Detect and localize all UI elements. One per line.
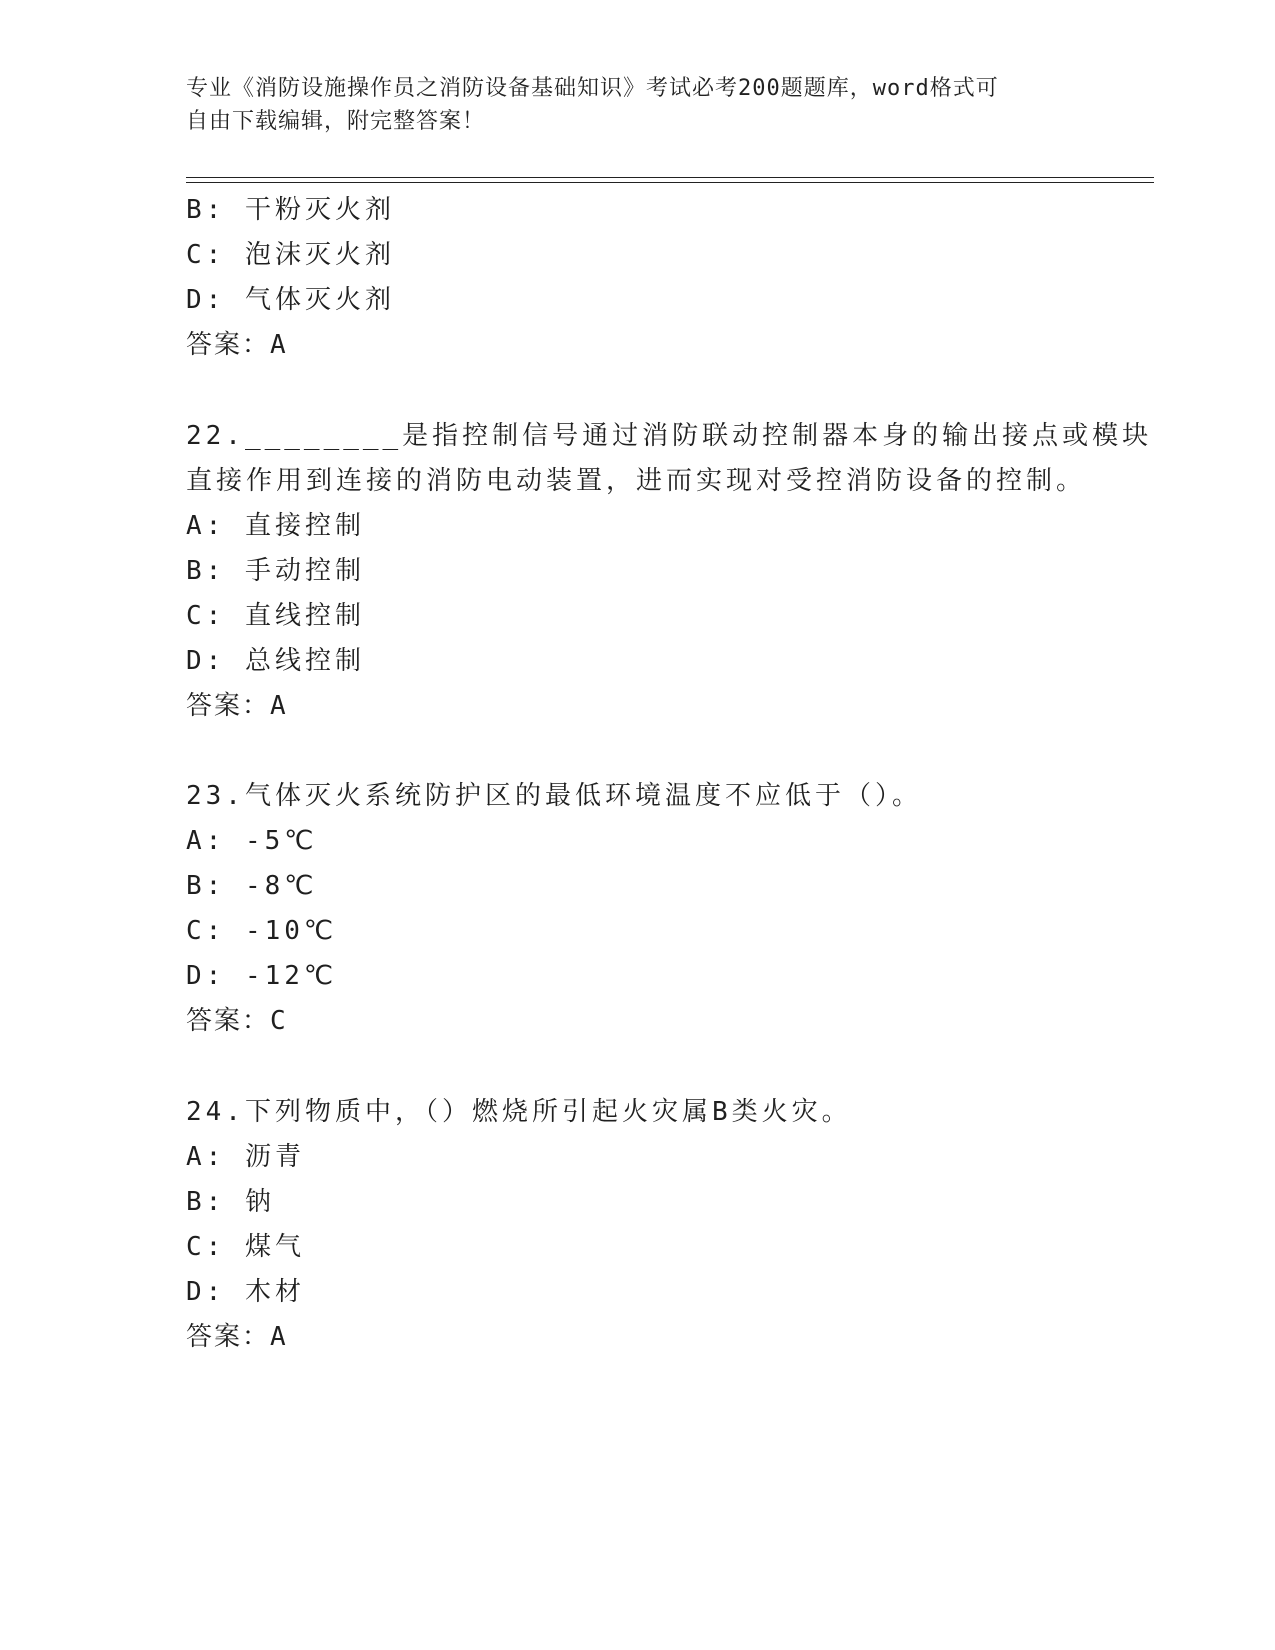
question-22-option-d: D: 总线控制 bbox=[186, 646, 365, 676]
option-b: B: 干粉灭火剂 bbox=[186, 195, 395, 225]
option-d: D: 气体灭火剂 bbox=[186, 285, 395, 315]
question-23-option-c: C: -10℃ bbox=[186, 916, 338, 946]
question-23-option-b: B: -8℃ bbox=[186, 871, 318, 901]
question-22-option-b: B: 手动控制 bbox=[186, 556, 365, 586]
header-title-line-2: 自由下载编辑，附完整答案！ bbox=[186, 109, 486, 134]
question-23-option-a: A: -5℃ bbox=[186, 826, 318, 856]
question-22-option-a: A: 直接控制 bbox=[186, 511, 365, 541]
question-22-option-c: C: 直线控制 bbox=[186, 601, 365, 631]
question-24-option-d: D: 木材 bbox=[186, 1277, 305, 1307]
question-22-answer: 答案：A bbox=[186, 691, 288, 721]
question-24-option-a: A: 沥青 bbox=[186, 1142, 305, 1172]
question-24-option-c: C: 煤气 bbox=[186, 1232, 305, 1262]
answer-line: 答案：A bbox=[186, 330, 288, 360]
option-c: C: 泡沫灭火剂 bbox=[186, 240, 395, 270]
question-22-stem-line-2: 直接作用到连接的消防电动装置，进而实现对受控消防设备的控制。 bbox=[186, 466, 1087, 496]
question-23-option-d: D: -12℃ bbox=[186, 961, 338, 991]
question-24-answer: 答案：A bbox=[186, 1322, 288, 1352]
question-23-stem: 23.气体灭火系统防护区的最低环境温度不应低于（）。 bbox=[186, 781, 922, 811]
question-23-answer: 答案：C bbox=[186, 1006, 288, 1036]
header-title-line-1: 专业《消防设施操作员之消防设备基础知识》考试必考200题题库，word格式可 bbox=[186, 76, 999, 101]
header-divider-top bbox=[186, 177, 1154, 178]
question-22-stem-line-1: 22.________是指控制信号通过消防联动控制器本身的输出接点或模块 bbox=[186, 421, 1153, 451]
question-24-stem: 24.下列物质中，（）燃烧所引起火灾属B类火灾。 bbox=[186, 1097, 852, 1127]
header-divider-bottom bbox=[186, 182, 1154, 183]
question-24-option-b: B: 钠 bbox=[186, 1187, 275, 1217]
document-header bbox=[186, 72, 1066, 138]
